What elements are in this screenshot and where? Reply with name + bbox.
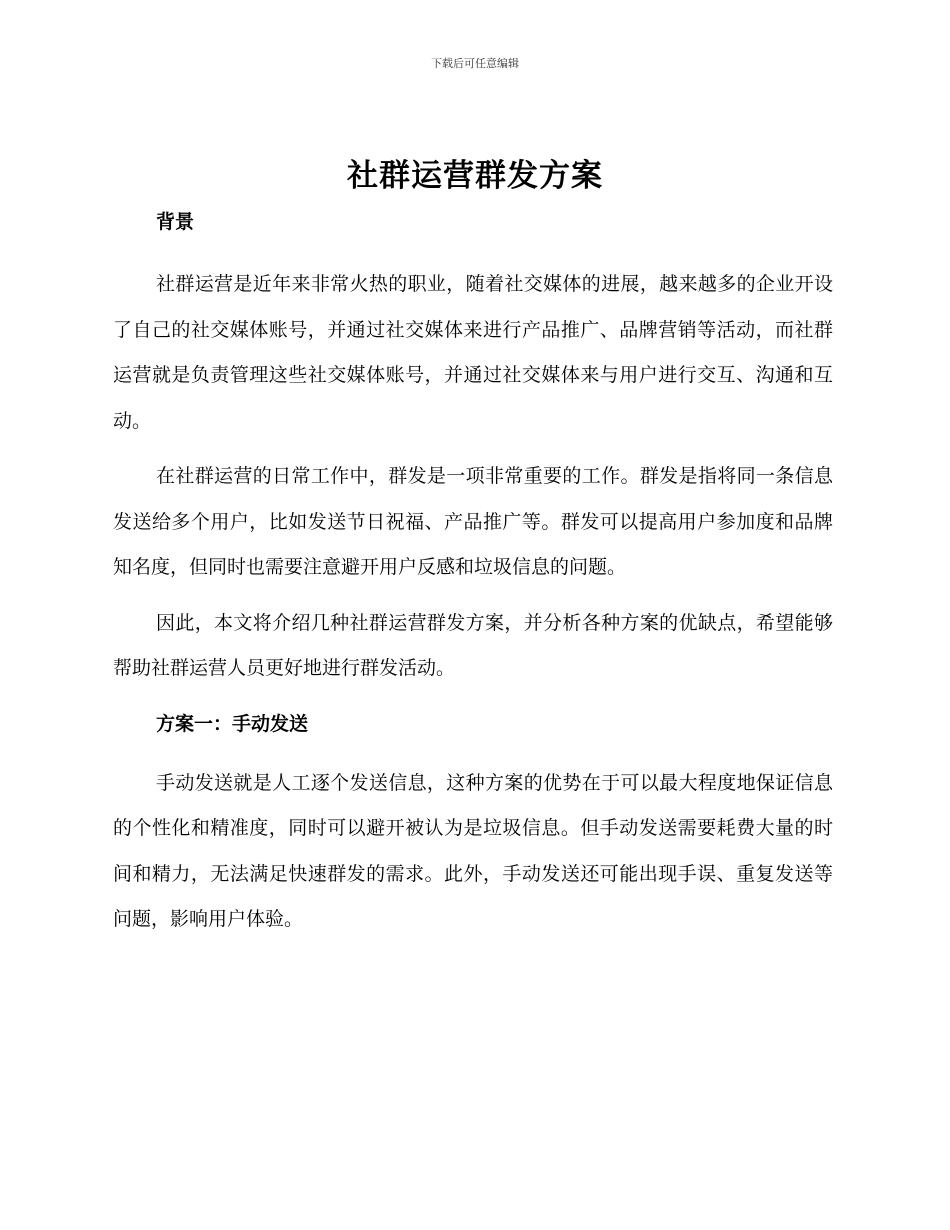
paragraph: 手动发送就是人工逐个发送信息，这种方案的优势在于可以最大程度地保证信息的个性化和精准度，同时可以避开被认为是垃圾信息。但手动发送需要耗费大量的时间和精力，无法满足快速群发的需求。此外，手动发送还可能出现手误、重复发送等问题，影响用户体验。	[113, 771, 833, 930]
paragraph: 在社群运营的日常工作中，群发是一项非常重要的工作。群发是指将同一条信息发送给多个用户，比如发送节日祝福、产品推广等。群发可以提高用户参加度和品牌知名度，但同时也需要注意避开用户反感和垃圾信息的问题。	[113, 465, 833, 578]
section-plan-one	[113, 709, 833, 943]
section-background	[113, 207, 833, 692]
document-body	[113, 207, 833, 943]
document-title: 社群运营群发方案	[347, 158, 603, 194]
page-header-note: 下载后可任意编辑	[431, 57, 519, 70]
paragraph: 社群运营是近年来非常火热的职业，随着社交媒体的进展，越来越多的企业开设了自己的社交媒体账号，并通过社交媒体来进行产品推广、品牌营销等活动，而社群运营就是负责管理这些社交媒体账号，并通过社交媒体来与用户进行交互、沟通和互动。	[113, 273, 833, 432]
paragraph: 因此，本文将介绍几种社群运营群发方案，并分析各种方案的优缺点，希望能够帮助社群运营人员更好地进行群发活动。	[113, 611, 833, 679]
section-heading: 方案一：手动发送	[156, 712, 309, 735]
section-heading: 背景	[156, 211, 195, 233]
